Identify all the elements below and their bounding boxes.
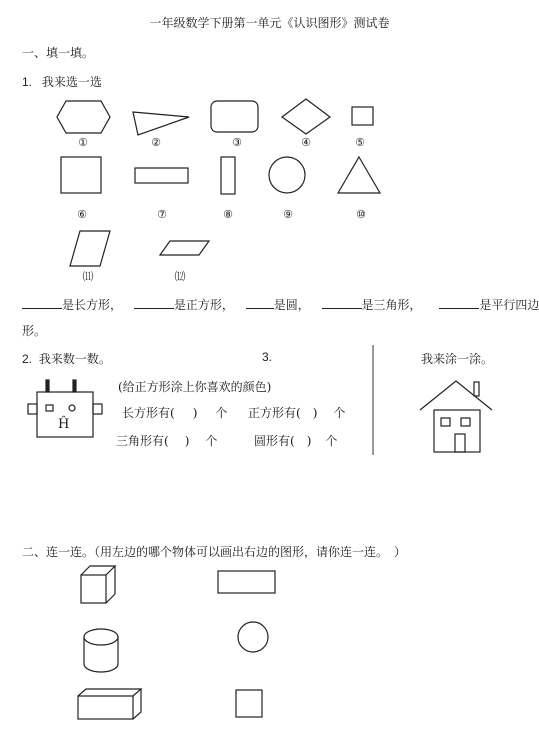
shape-9-circle (269, 157, 305, 193)
q2-number: 2. (22, 352, 33, 366)
fill-text-triangle: 是三角形， (361, 298, 422, 312)
shape-label-3: ③ (232, 136, 242, 149)
cuboid-object (78, 689, 141, 719)
count-rectangle: 长方形有( ) 个 (122, 406, 228, 420)
shape-7-rectangle (135, 168, 188, 183)
blank-triangle[interactable] (322, 296, 362, 309)
shape-8-rectangle (221, 157, 235, 194)
robot-ear-left (28, 404, 37, 414)
shape-label-7: ⑦ (157, 208, 167, 221)
house-window (441, 418, 450, 426)
section1-heading: 一、填一填。 (22, 46, 95, 60)
target-square (236, 690, 262, 717)
count-square: 正方形有( ) 个 (248, 406, 346, 420)
shape-5-square (352, 107, 373, 125)
q1-number: 1. (22, 75, 33, 89)
target-circle (238, 622, 268, 652)
shape-label-4: ④ (301, 136, 311, 149)
shape-label-5: ⑤ (355, 136, 365, 149)
count-triangle: 三角形有( ) 个 (116, 434, 218, 448)
house-door (461, 418, 470, 426)
page-title: 一年级数学下册第一单元《认识图形》测试卷 (149, 16, 390, 30)
target-rectangle (218, 571, 275, 593)
cube-object (81, 566, 115, 603)
q3-instruction: (给正方形涂上你喜欢的颜色) (118, 380, 272, 394)
shape-label-8: ⑧ (223, 208, 233, 221)
blank-parallelogram[interactable] (439, 296, 479, 309)
fill-text-circle: 是圆， (273, 298, 310, 312)
robot-eye-left (46, 405, 53, 411)
house-door-lower (455, 434, 465, 452)
shape-1-hexagon (57, 101, 110, 133)
shape-11-parallelogram (70, 231, 110, 266)
section2-heading: 二、连一连。（用左边的哪个物体可以画出右边的图形，请你连一连。 ） (22, 545, 407, 559)
house-chimney (474, 382, 479, 396)
shape-3-rounded-rectangle (211, 101, 258, 132)
q4-prompt: 我来涂一涂。 (421, 352, 494, 366)
count-circle: 圆形有( ) 个 (254, 434, 338, 448)
q1-fill-tail: 形。 (22, 324, 47, 338)
q2-line (22, 350, 111, 367)
matching-figures (78, 566, 275, 719)
robot-eye-right (69, 405, 75, 411)
blank-circle[interactable] (246, 296, 274, 309)
shape-label-1: ① (78, 136, 88, 149)
shape-label-10: ⑩ (356, 208, 366, 221)
shape-2-triangle (133, 112, 189, 135)
shape-4-diamond (282, 99, 330, 134)
shape-label-12: ⑿ (174, 270, 186, 283)
fill-text-rectangle: 是长方形， (62, 298, 123, 312)
q3-number: 3. (262, 350, 273, 364)
robot-antenna-right (73, 380, 76, 392)
robot-mouth-mark: Ĥ (58, 417, 70, 432)
shape-label-11: ⑾ (82, 270, 94, 283)
shape-label-6: ⑥ (77, 208, 87, 221)
fill-text-square: 是正方形， (173, 298, 234, 312)
blank-rectangle[interactable] (22, 296, 62, 309)
shape-label-9: ⑨ (283, 208, 293, 221)
robot-antenna-left (46, 380, 49, 392)
house-figure (420, 381, 492, 452)
shape-6-square (61, 157, 101, 193)
shape-10-triangle (338, 157, 380, 193)
house-wall (434, 410, 480, 452)
cylinder-object (84, 629, 118, 672)
blank-square[interactable] (134, 296, 174, 309)
shape-label-2: ② (151, 136, 161, 149)
robot-ear-right (93, 404, 102, 414)
house-roof (420, 381, 492, 410)
fill-text-parallelogram: 是平行四边 (479, 298, 539, 312)
q2-prompt: 我来数一数。 (38, 352, 111, 366)
shape-12-parallelogram (160, 241, 209, 255)
q1-prompt: 我来选一选 (41, 75, 102, 89)
q1-fill-line (22, 296, 539, 313)
